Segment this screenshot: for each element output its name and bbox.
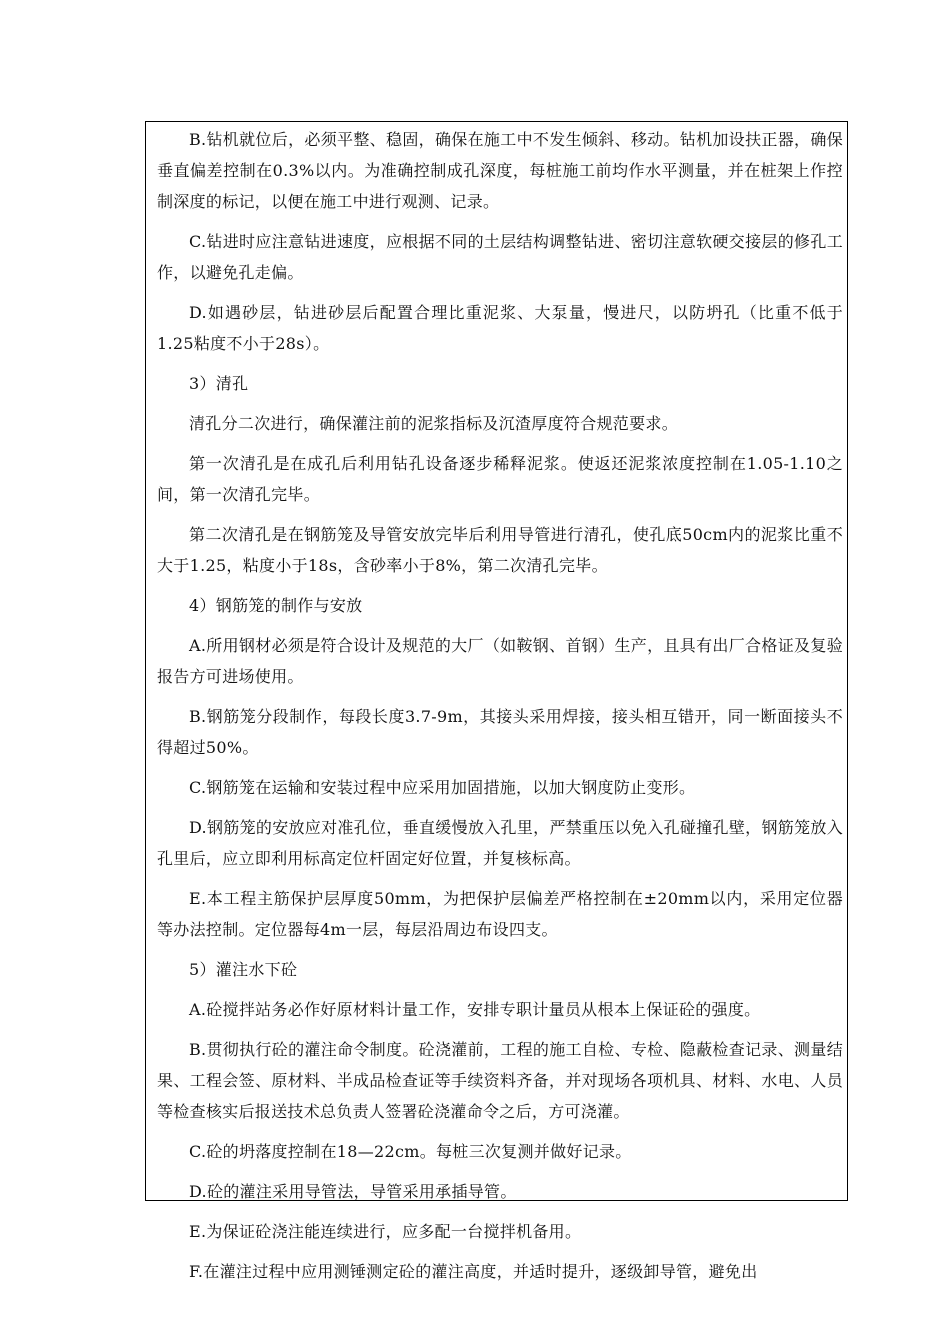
paragraph-backup-mixer: E.为保证砼浇注能连续进行，应多配一台搅拌机备用。 <box>189 1222 582 1241</box>
heading-rebar-cage: 4）钢筋笼的制作与安放 <box>189 596 363 615</box>
heading-underwater-concrete: 5）灌注水下砼 <box>189 960 298 979</box>
paragraph-cleaning-overview: 清孔分二次进行，确保灌注前的泥浆指标及沉渣厚度符合规范要求。 <box>189 414 679 433</box>
paragraph-mixing-station: A.砼搅拌站务必作好原材料计量工作，安排专职计量员从根本上保证砼的强度。 <box>189 1000 761 1019</box>
paragraph-steel-material: A.所用钢材必须是符合设计及规范的大厂（如鞍钢、首钢）生产，且具有出厂合格证及复验报告方可进场使用。 <box>157 636 843 686</box>
heading-hole-cleaning: 3）清孔 <box>189 374 249 393</box>
paragraph-pouring-order: B.贯彻执行砼的灌注命令制度。砼浇灌前，工程的施工自检、专检、隐蔽检查记录、测量结果、工程会签、原材料、半成品检查证等手续资料齐备，并对现场各项机具、材料、水电、人员等检查核实后报送技术总负责人签署砼浇灌命令之后，方可浇灌。 <box>157 1040 843 1121</box>
paragraph-cage-transport: C.钢筋笼在运输和安装过程中应采用加固措施，以加大钢度防止变形。 <box>189 778 696 797</box>
paragraph-second-cleaning: 第二次清孔是在钢筋笼及导管安放完毕后利用导管进行清孔，使孔底50cm内的泥浆比重不大于1.25，粘度小于18s，含砂率小于8%，第二次清孔完毕。 <box>157 525 843 575</box>
paragraph-cage-placement: D.钢筋笼的安放应对准孔位，垂直缓慢放入孔里，严禁重压以免入孔碰撞孔壁，钢筋笼放入孔里后，应立即利用标高定位杆固定好位置，并复核标高。 <box>157 818 843 868</box>
paragraph-drill-speed: C.钻进时应注意钻进速度，应根据不同的土层结构调整钻进、密切注意软硬交接层的修孔工作，以避免孔走偏。 <box>157 232 843 282</box>
table-bottom-border <box>145 1200 848 1201</box>
paragraph-cover-thickness: E.本工程主筋保护层厚度50mm，为把保护层偏差严格控制在±20mm以内，采用定位器等办法控制。定位器每4m一层，每层沿周边布设四支。 <box>157 889 843 939</box>
document-body <box>157 124 843 1287</box>
paragraph-slump: C.砼的坍落度控制在18—22cm。每桩三次复测并做好记录。 <box>189 1142 632 1161</box>
paragraph-pour-height: F.在灌注过程中应用测锤测定砼的灌注高度，并适时提升，逐级卸导管，避免出 <box>189 1262 758 1281</box>
paragraph-tremie-method: D.砼的灌注采用导管法，导管采用承插导管。 <box>189 1182 517 1201</box>
paragraph-first-cleaning: 第一次清孔是在成孔后利用钻孔设备逐步稀释泥浆。使返还泥浆浓度控制在1.05-1.10之间，第一次清孔完毕。 <box>157 454 843 504</box>
table-cell-frame <box>145 121 848 1281</box>
paragraph-sand-layer: D.如遇砂层，钻进砂层后配置合理比重泥浆、大泵量，慢进尺，以防坍孔（比重不低于1.25粘度不小于28s）。 <box>157 303 843 353</box>
paragraph-cage-segments: B.钢筋笼分段制作，每段长度3.7-9m，其接头采用焊接，接头相互错开，同一断面接头不得超过50%。 <box>157 707 843 757</box>
paragraph-drill-positioning: B.钻机就位后，必须平整、稳固，确保在施工中不发生倾斜、移动。钻机加设扶正器，确保垂直偏差控制在0.3%以内。为准确控制成孔深度，每桩施工前均作水平测量，并在桩架上作控制深度的标记，以便在施工中进行观测、记录。 <box>157 130 843 211</box>
